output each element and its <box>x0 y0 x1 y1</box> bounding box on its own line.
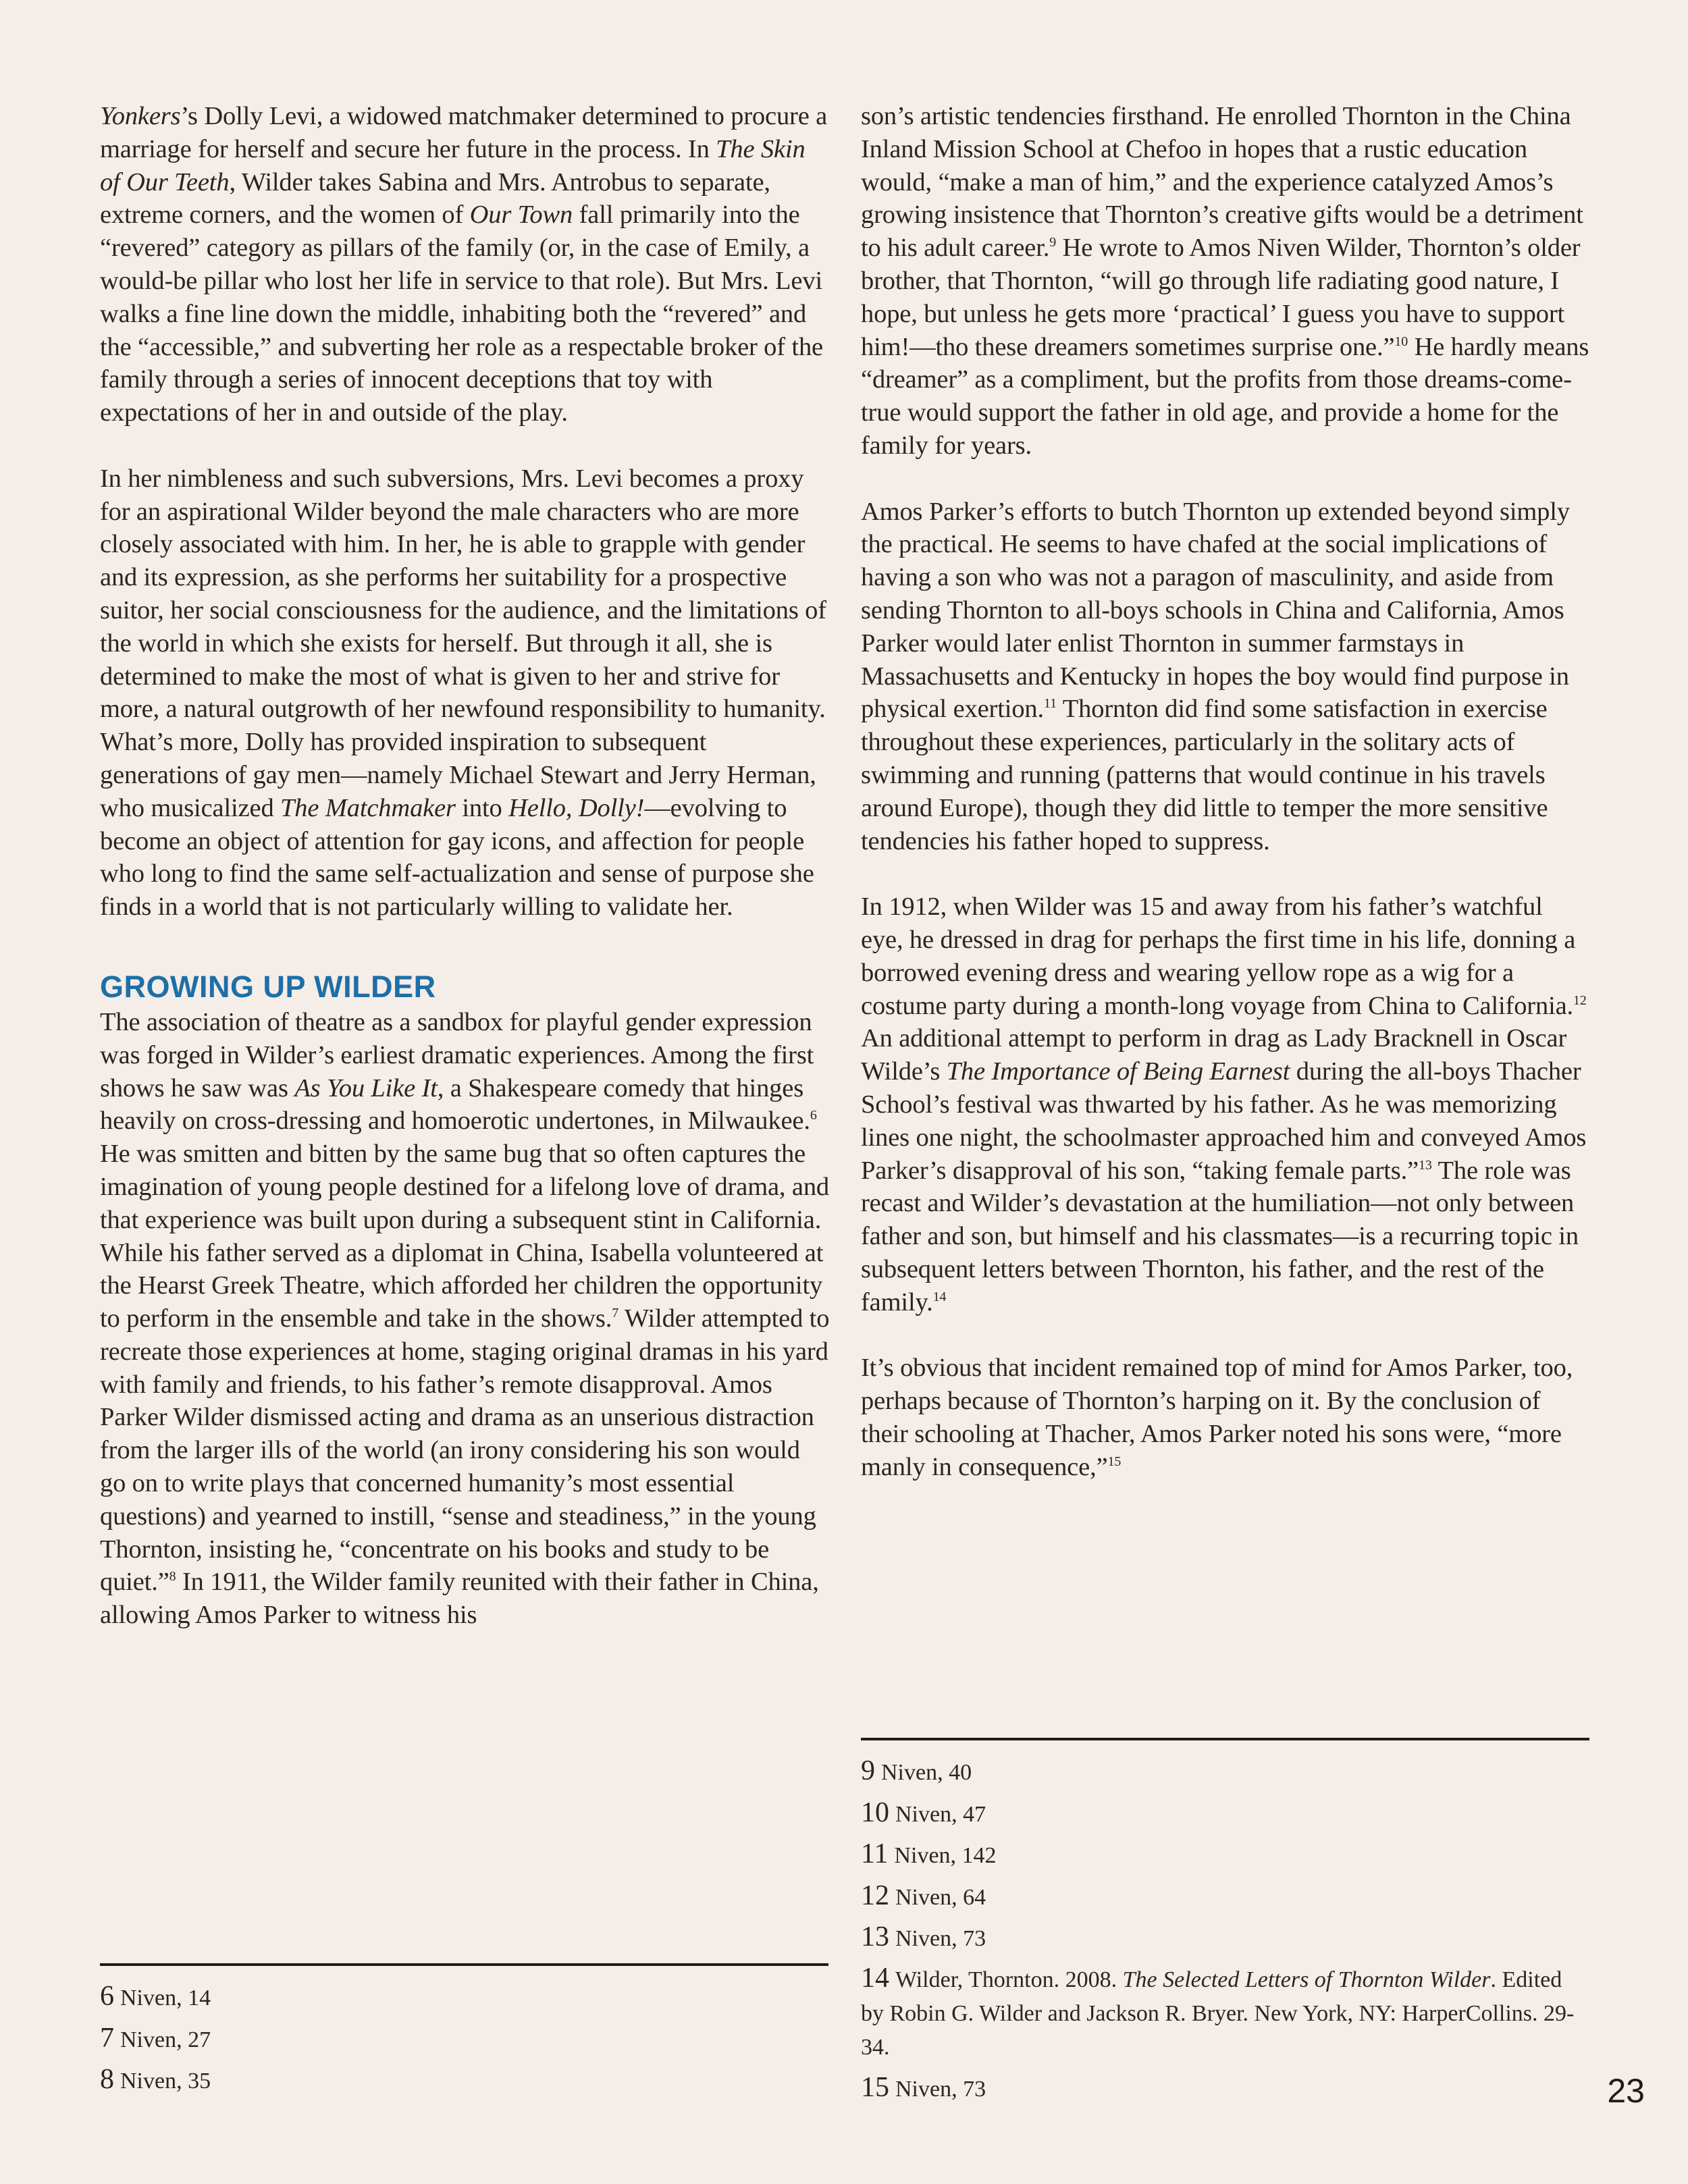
left-paragraph-1: Yonkers’s Dolly Levi, a widowed matchmaker determined to procure a marriage for herself and secure her future in the process. In The Skin of Our Teeth, Wilder takes Sabina and Mrs. Antrobus to separate, extreme corners, and the women of Our Town fall primarily into the “revered” category as pillars of the family (or, in the case of Emily, a would-be pillar who lost her life in service to that role). But Mrs. Levi walks a fine line down the middle, inhabiting both the “revered” and the “accessible,” and subverting her role as a respectable broker of the family through a series of innocent deceptions that toy with expectations of her in and outside of the play. <box>100 102 828 427</box>
right-footnotes <box>861 1751 1589 2109</box>
footnote-ref-15: 15 <box>1107 1454 1122 1469</box>
footnote-ref-10: 10 <box>1394 334 1408 349</box>
footnote-ref-8: 8 <box>169 1569 176 1584</box>
section-heading: GROWING UP WILDER <box>100 969 436 1004</box>
left-footnotes <box>100 1977 828 2102</box>
footnote-ref-7: 7 <box>612 1306 619 1321</box>
page-number: 23 <box>1607 2072 1645 2110</box>
left-paragraph-2: In her nimbleness and such subversions, Mrs. Levi becomes a proxy for an aspirational Wilder beyond the male characters who are more closely associated with him. In her, he is able to grapple with gender and its expression, as she performs her suitability for a prospective suitor, her social consciousness for the audience, and the limitations of the world in which she exists for herself. But through it all, she is determined to make the most of what is given to her and strive for more, a natural outgrowth of her newfound responsibility to humanity. What’s more, Dolly has provided inspiration to subsequent generations of gay men—namely Michael Stewart and Jerry Herman, who musicalized The Matchmaker into Hello, Dolly!—evolving to become an object of attention for gay icons, and affection for people who long to find the same self-actualization and sense of purpose she finds in a world that is not particularly willing to validate her. <box>100 464 826 922</box>
footnote-ref-9: 9 <box>1049 235 1057 250</box>
footnote: 7 Niven, 27 <box>100 2022 211 2054</box>
footnote-ref-14: 14 <box>932 1289 947 1304</box>
footnote-ref-12: 12 <box>1573 992 1587 1008</box>
right-footnote-divider <box>861 1738 1589 1740</box>
right-column <box>861 100 1590 1483</box>
footnote: 10 Niven, 47 <box>861 1796 986 1828</box>
footnote-ref-11: 11 <box>1044 696 1057 712</box>
left-column <box>100 100 830 1632</box>
right-paragraph-2: Amos Parker’s efforts to butch Thornton up extended beyond simply the practical. He seems to have chafed at the social implications of having a son who was not a paragon of masculinity, and aside from sending Thornton to all-boys schools in China and California, Amos Parker would later enlist Thornton in summer farmstays in Massachusetts and Kentucky in hopes the boy would find purpose in physical exertion.$^{11}$ Thornton did find some satisfaction in exercise throughout these experiences, particularly in the solitary acts of swimming and running (patterns that would continue in his travels around Europe), though they did little to temper the more sensitive tendencies his father hoped to suppress. <box>861 497 1570 855</box>
left-paragraph-3: The association of theatre as a sandbox for playful gender expression was forged in Wilder’s earliest dramatic experiences. Among the first shows he saw was As You Like It, a Shakespeare comedy that hinges heavily on cross-dressing and homoerotic undertones, in Milwaukee.$^6$ He was smitten and bitten by the same bug that so often captures the imagination of young people destined for a lifelong love of drama, and that experience was built upon during a subsequent stint in California. While his father served as a diplomat in China, Isabella volunteered at the Hearst Greek Theatre, which afforded her children the opportunity to perform in the ensemble and take in the shows.$^7$ Wilder attempted to recreate those experiences at home, staging original dramas in his yard with family and friends, to his father’s remote disapproval. Amos Parker Wilder dismissed acting and drama as an unserious distraction from the larger ills of the world (an irony considering his son would go on to write plays that concerned humanity’s most essential questions) and yearned to instill, “sense and steadiness,” in the young Thornton, insisting he, “concentrate on his books and study to be quiet.”$^8$ In 1911, the Wilder family reunited with their father in China, allowing Amos Parker to witness his <box>100 1007 830 1630</box>
right-paragraph-1: son’s artistic tendencies firsthand. He enrolled Thornton in the China Inland Mission School at Chefoo in hopes that a rustic education would, “make a man of him,” and the experience catalyzed Amos’s growing insistence that Thornton’s creative gifts would be a detriment to his adult career.$^9$ He wrote to Amos Niven Wilder, Thornton’s older brother, that Thornton, “will go through life radiating good nature, I hope, but unless he gets more ‘practical’ I guess you have to support him!—tho these dreamers sometimes surprise one.”$^{10}$ He hardly means “dreamer” as a compliment, but the profits from those dreams-come-true would support the father in old age, and provide a home for the family for years. <box>861 102 1589 460</box>
footnote: 13 Niven, 73 <box>861 1921 986 1952</box>
right-paragraph-4: It’s obvious that incident remained top of mind for Amos Parker, too, perhaps because of Thornton’s harping on it. By the conclusion of their schooling at Thacher, Amos Parker noted his sons were, “more manly in consequence,”$^{15}$ <box>861 1354 1573 1481</box>
footnote-ref-13: 13 <box>1419 1157 1432 1173</box>
footnote-ref-6: 6 <box>810 1108 817 1123</box>
footnote: 15 Niven, 73 <box>861 2071 986 2103</box>
footnote: 6 Niven, 14 <box>100 1981 211 2012</box>
left-footnote-divider <box>100 1963 828 1966</box>
footnote: 12 Niven, 64 <box>861 1880 986 1911</box>
right-paragraph-3: In 1912, when Wilder was 15 and away from his father’s watchful eye, he dressed in drag for perhaps the first time in his life, donning a borrowed evening dress and wearing yellow rope as a wig for a costume party during a month-long voyage from China to California.$^{12}$ An additional attempt to perform in drag as Lady Bracknell in Oscar Wilde’s The Importance of Being Earnest during the all-boys Thacher School’s festival was thwarted by his father. As he was memorizing lines one night, the schoolmaster approached him and conveyed Amos Parker’s disapproval of his son, “taking female parts.”$^{13}$ The role was recast and Wilder’s devastation at the humiliation—not only between father and son, but himself and his classmates—is a recurring topic in subsequent letters between Thornton, his father, and the rest of the family.$^{14}$ <box>861 893 1587 1316</box>
footnote: 14 Wilder, Thornton. 2008. The Selected Letters of Thornton Wilder. Edited by Robin G. Wilder and Jackson R. Bryer. New York, NY: HarperCollins. 29-34. <box>861 1962 1575 2060</box>
footnote: 9 Niven, 40 <box>861 1755 972 1786</box>
footnote: 8 Niven, 35 <box>100 2064 211 2095</box>
footnote: 11 Niven, 142 <box>861 1838 997 1869</box>
